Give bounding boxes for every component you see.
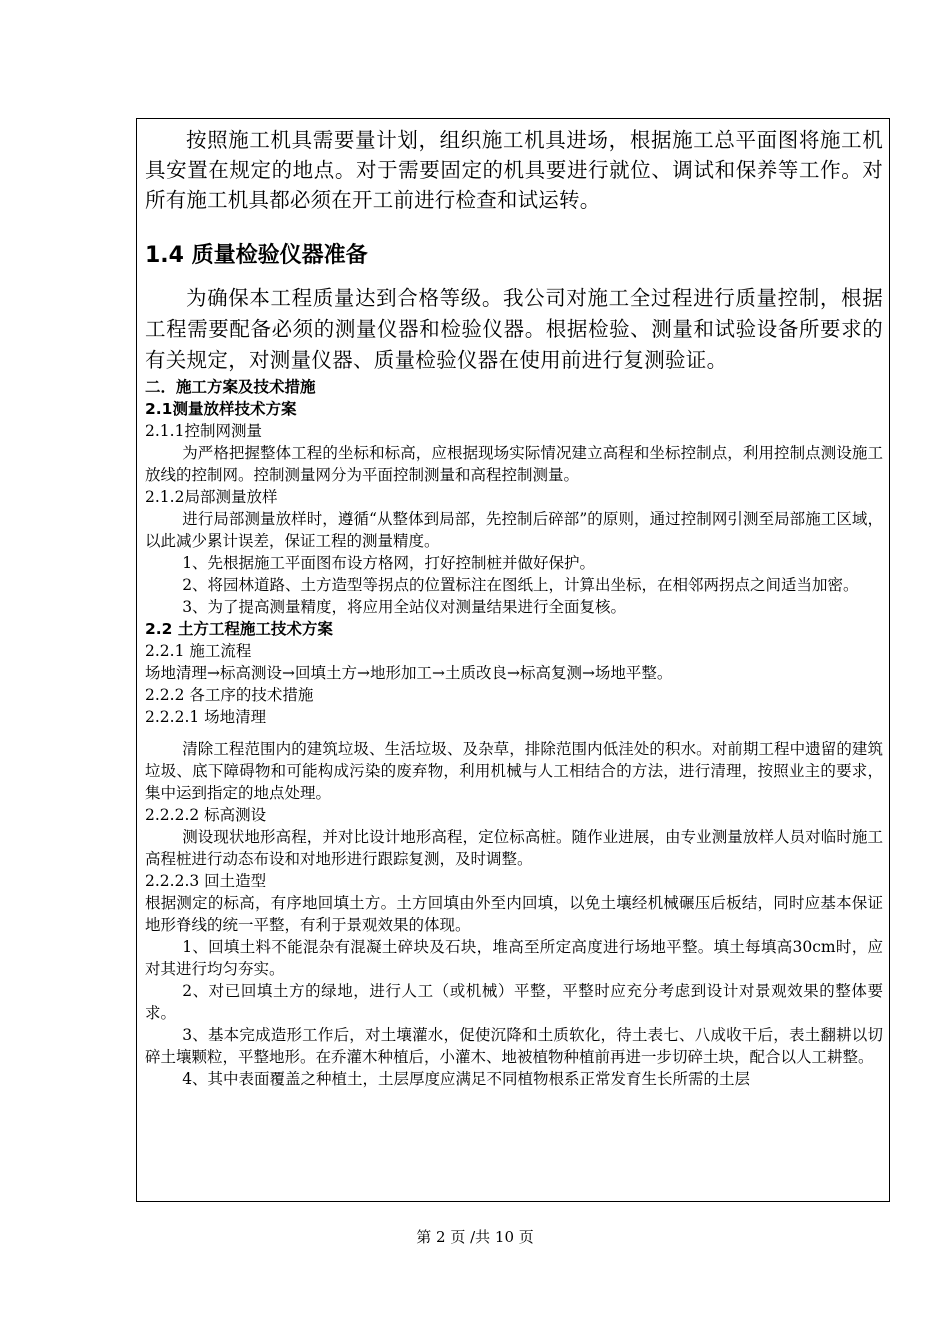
heading-2-2-2-2: 2.2.2.2 标高测设 — [145, 806, 267, 824]
paragraph-quality: 为确保本工程质量达到合格等级。我公司对施工全过程进行质量控制，根据工程需要配备必须的测量仪器和检验仪器。根据检验、测量和试验设备所要求的有关规定，对测量仪器、质量检验仪器在使用前进行复测验证。 — [145, 286, 883, 372]
content-frame — [136, 118, 890, 1202]
heading-1-4: 1.4 质量检验仪器准备 — [145, 243, 368, 268]
heading-2-2-2-3: 2.2.2.3 回土造型 — [145, 872, 267, 890]
paragraph-2-2-2-2: 测设现状地形高程，并对比设计地形高程，定位标高桩。随作业进展，由专业测量放样人员对临时施工高程桩进行动态布设和对地形进行跟踪复测，及时调整。 — [145, 828, 883, 868]
document-body — [145, 125, 883, 1090]
heading-2-2: 2.2 土方工程施工技术方案 — [145, 620, 333, 638]
list-item-2-1-2-3: 3、为了提高测量精度，将应用全站仪对测量结果进行全面复核。 — [182, 598, 627, 616]
list-item-2-1-2-2: 2、将园林道路、土方造型等拐点的位置标注在图纸上，计算出坐标，在相邻两拐点之间适当加密。 — [182, 576, 859, 594]
heading-2-2-1: 2.2.1 施工流程 — [145, 642, 252, 660]
paragraph-2-2-1: 场地清理→标高测设→回填土方→地形加工→土质改良→标高复测→场地平整。 — [145, 664, 673, 682]
heading-2-2-2-1: 2.2.2.1 场地清理 — [145, 708, 267, 726]
paragraph-2-1-1: 为严格把握整体工程的坐标和标高，应根据现场实际情况建立高程和坐标控制点，利用控制点测设施工放线的控制网。控制测量网分为平面控制测量和高程控制测量。 — [145, 444, 883, 484]
list-item-2-2-2-3-3: 3、基本完成造形工作后，对土壤灌水，促使沉降和土质软化，待土表七、八成收干后，表土翻耕以切碎土壤颗粒，平整地形。在乔灌木种植后，小灌木、地被植物种植前再进一步切碎土块，配合以人工耕整。 — [145, 1026, 883, 1066]
paragraph-2-1-2: 进行局部测量放样时，遵循“从整体到局部，先控制后碎部”的原则，通过控制网引测至局部施工区域，以此减少累计误差，保证工程的测量精度。 — [145, 510, 883, 550]
list-item-2-1-2-1: 1、先根据施工平面图布设方格网，打好控制桩并做好保护。 — [182, 554, 596, 572]
heading-2-1-1: 2.1.1控制网测量 — [145, 422, 262, 440]
list-item-2-2-2-3-2: 2、对已回填土方的绿地，进行人工（或机械）平整，平整时应充分考虑到设计对景观效果的整体要求。 — [145, 982, 883, 1022]
heading-2: 二．施工方案及技术措施 — [145, 378, 316, 396]
list-item-2-2-2-3-4: 4、其中表面覆盖之种植土，土层厚度应满足不同植物根系正常发育生长所需的土层 — [182, 1070, 751, 1088]
heading-2-2-2: 2.2.2 各工序的技术措施 — [145, 686, 314, 704]
paragraph-2-2-2-3: 根据测定的标高，有序地回填土方。土方回填由外至内回填，以免土壤经机械碾压后板结，同时应基本保证地形脊线的统一平整，有利于景观效果的体现。 — [145, 894, 883, 934]
page-footer: 第 2 页 /共 10 页 — [416, 1228, 534, 1246]
paragraph-2-2-2-1: 清除工程范围内的建筑垃圾、生活垃圾、及杂草，排除范围内低洼处的积水。对前期工程中遗留的建筑垃圾、底下障碍物和可能构成污染的废弃物，利用机械与人工相结合的方法，进行清理，按照业主的要求，集中运到指定的地点处理。 — [145, 740, 883, 802]
list-item-2-2-2-3-1: 1、回填土料不能混杂有混凝土碎块及石块，堆高至所定高度进行场地平整。填土每填高30cm时，应对其进行均匀夯实。 — [145, 938, 883, 978]
heading-2-1-2: 2.1.2局部测量放样 — [145, 488, 278, 506]
heading-2-1: 2.1测量放样技术方案 — [145, 400, 297, 418]
paragraph-machinery: 按照施工机具需要量计划，组织施工机具进场，根据施工总平面图将施工机具安置在规定的地点。对于需要固定的机具要进行就位、调试和保养等工作。对所有施工机具都必须在开工前进行检查和试运转。 — [145, 128, 883, 212]
